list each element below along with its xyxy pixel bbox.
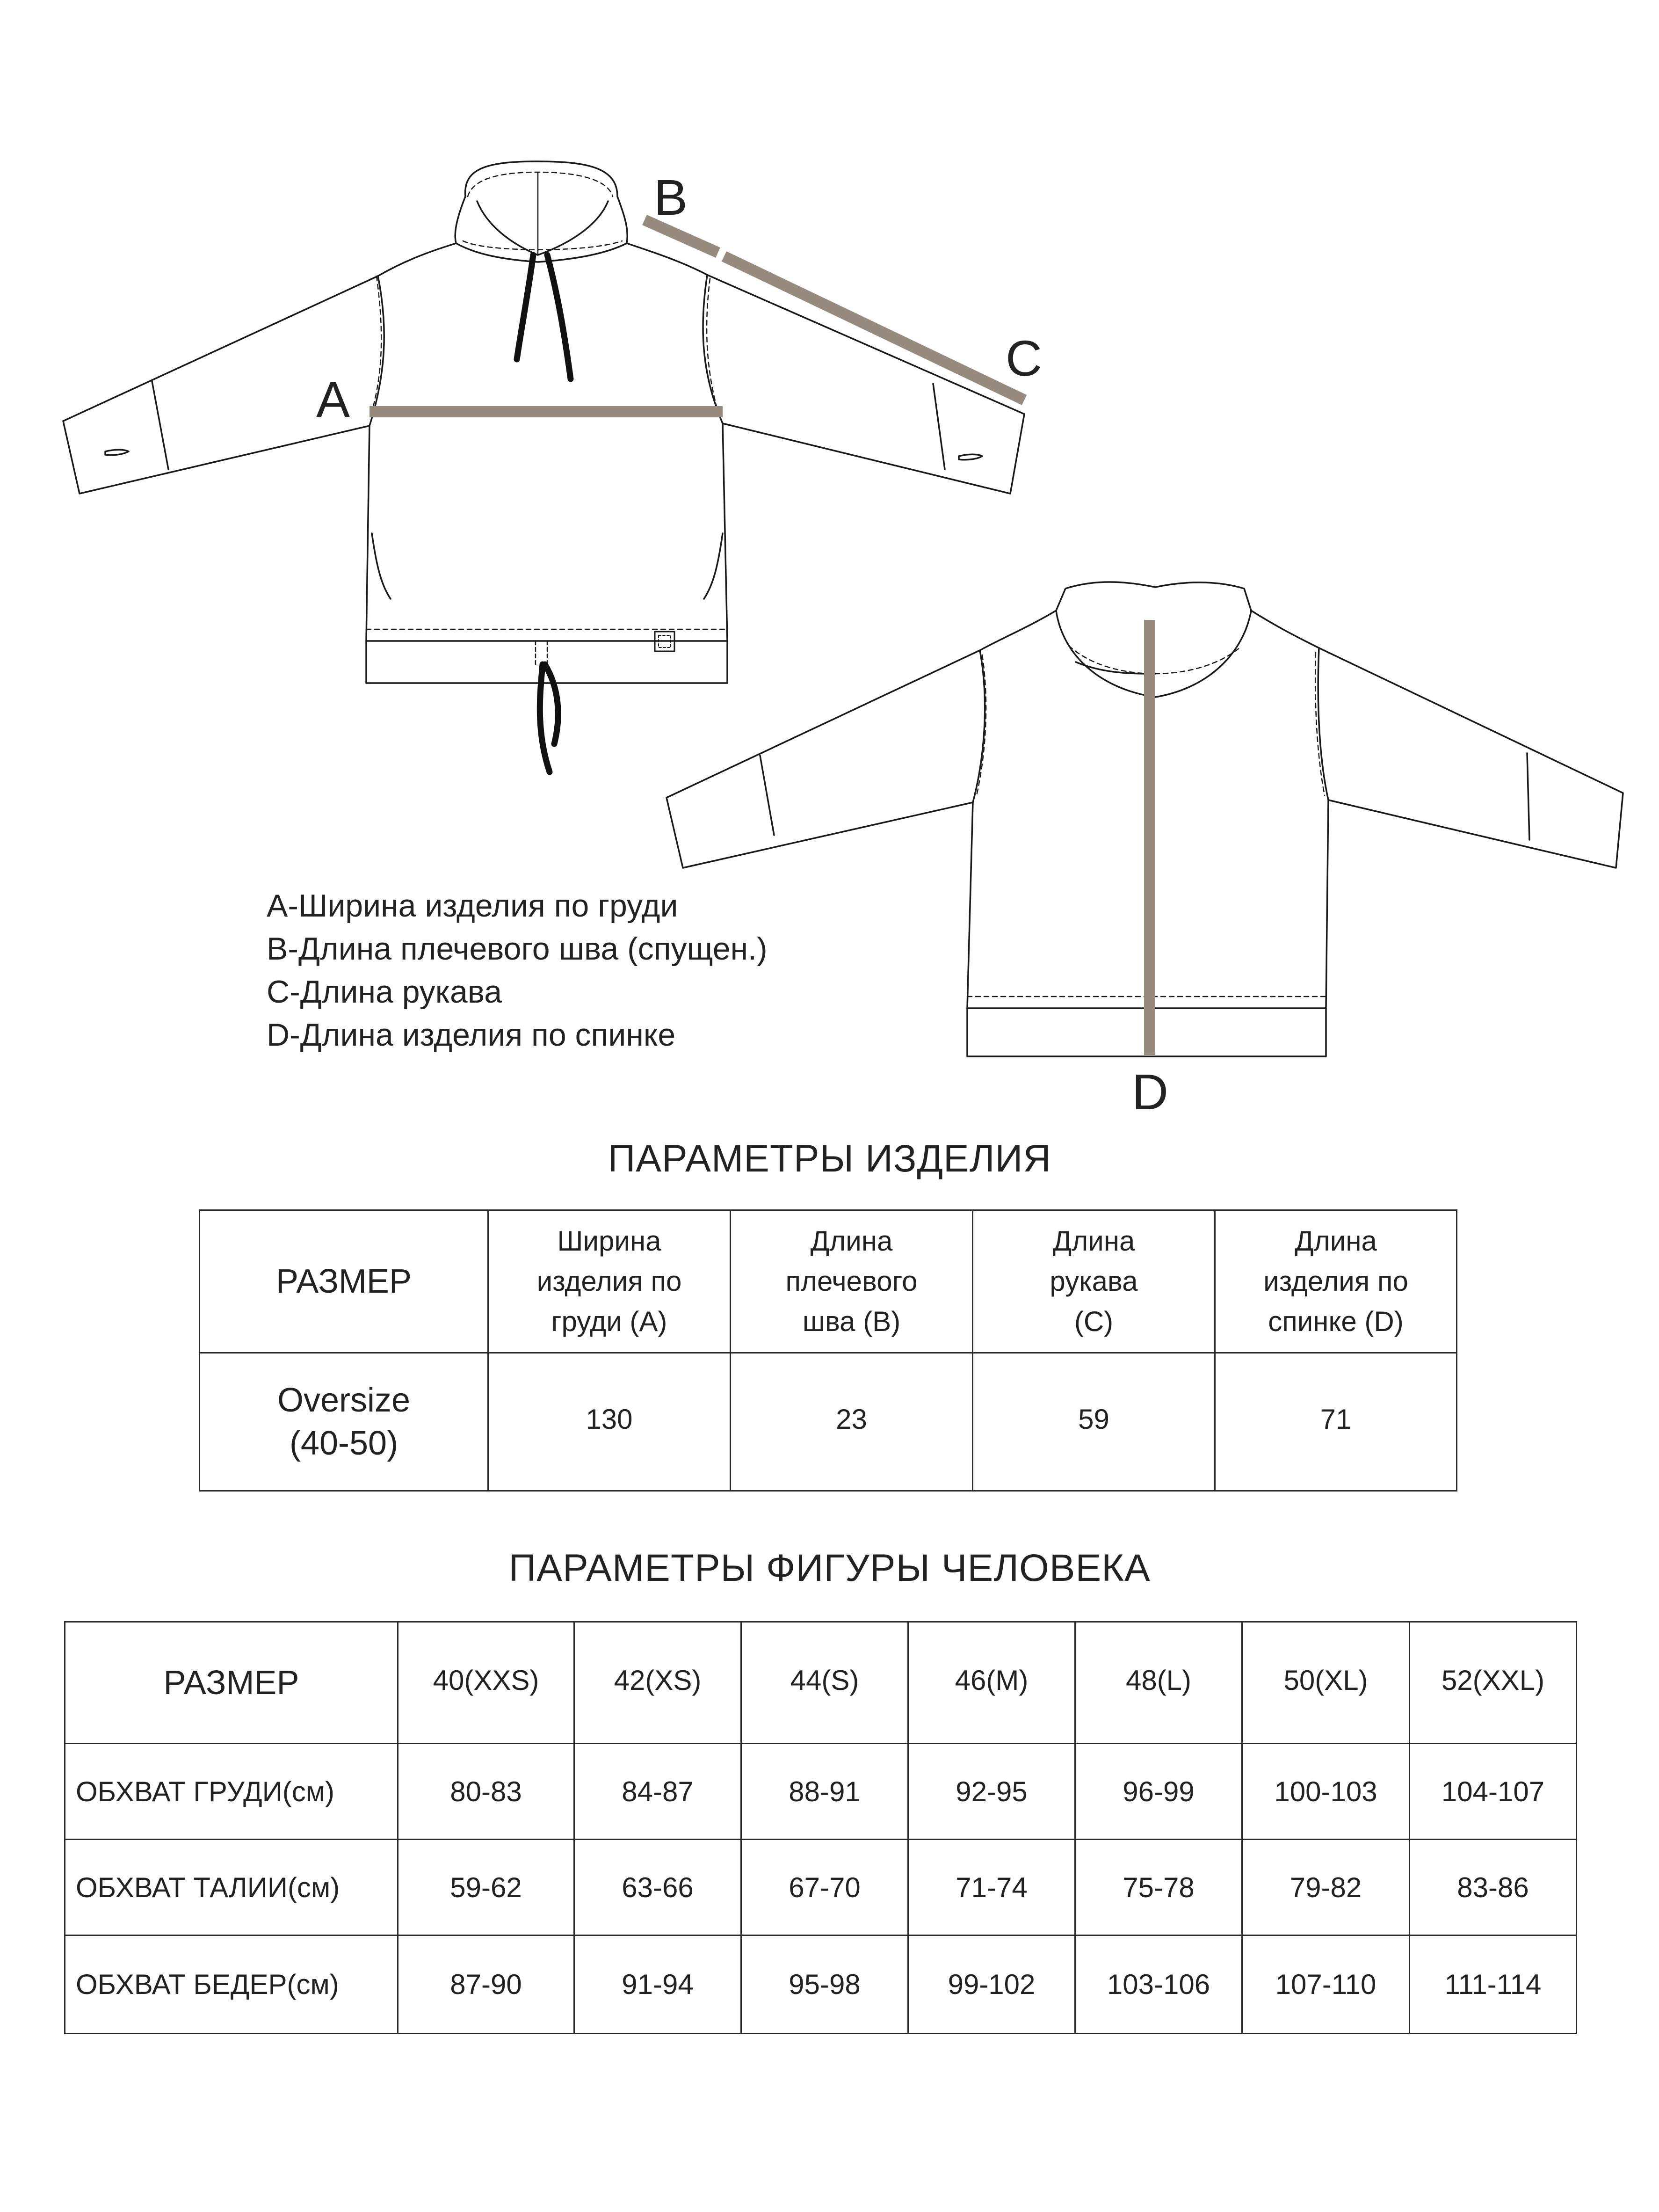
size-header: РАЗМЕР (200, 1210, 488, 1353)
table-row (200, 1210, 1457, 1353)
front-view-sketch (63, 161, 1024, 683)
value-cell: 100-103 (1242, 1744, 1410, 1840)
value-cell: 71-74 (908, 1840, 1075, 1936)
body-params-title: ПАРАМЕТРЫ ФИГУРЫ ЧЕЛОВЕКА (508, 1547, 1151, 1589)
value-cell: 130 (488, 1353, 731, 1491)
value-cell: 63-66 (574, 1840, 741, 1936)
value-cell: 107-110 (1242, 1936, 1410, 2034)
col-header-shoulder-length: Длина плечевого шва (B) (731, 1210, 973, 1353)
table-row (65, 1840, 1577, 1936)
value-cell: 67-70 (741, 1840, 908, 1936)
size-column-header: 44(S) (741, 1622, 908, 1744)
size-column-header: 48(L) (1075, 1622, 1242, 1744)
size-column-header: 46(M) (908, 1622, 1075, 1744)
value-cell: 75-78 (1075, 1840, 1242, 1936)
body-params-table (64, 1621, 1577, 2034)
value-cell: 99-102 (908, 1936, 1075, 2034)
size-header: РАЗМЕР (65, 1622, 398, 1744)
table-row (65, 1622, 1577, 1744)
marker-d: D (1132, 1063, 1168, 1120)
value-cell: 92-95 (908, 1744, 1075, 1840)
legend-item-b: B-Длина плечевого шва (спущен.) (267, 931, 768, 967)
table-row (65, 1744, 1577, 1840)
legend-item-a: A-Ширина изделия по груди (267, 888, 678, 924)
value-cell: 104-107 (1410, 1744, 1577, 1840)
table-row (200, 1353, 1457, 1491)
value-cell: 80-83 (398, 1744, 574, 1840)
value-cell: 103-106 (1075, 1936, 1242, 2034)
product-params-title: ПАРАМЕТРЫ ИЗДЕЛИЯ (608, 1137, 1051, 1180)
size-column-header: 40(XXS) (398, 1622, 574, 1744)
marker-c: C (1006, 330, 1042, 386)
value-cell: 95-98 (741, 1936, 908, 2034)
value-cell: 84-87 (574, 1744, 741, 1840)
value-cell: 23 (731, 1353, 973, 1491)
row-label-chest: ОБХВАТ ГРУДИ(см) (65, 1744, 398, 1840)
drawstrings (517, 255, 571, 772)
value-cell: 87-90 (398, 1936, 574, 2034)
col-header-sleeve-length: Длина рукава (C) (973, 1210, 1215, 1353)
marker-a: A (316, 371, 350, 428)
row-label-hips: ОБХВАТ БЕДЕР(см) (65, 1936, 398, 2034)
size-column-header: 50(XL) (1242, 1622, 1410, 1744)
value-cell: 91-94 (574, 1936, 741, 2034)
value-cell: 96-99 (1075, 1744, 1242, 1840)
value-cell: 71 (1215, 1353, 1457, 1491)
value-cell: 79-82 (1242, 1840, 1410, 1936)
measure-line-c (724, 256, 1024, 400)
product-params-table (199, 1209, 1457, 1492)
col-header-back-length: Длина изделия по спинке (D) (1215, 1210, 1457, 1353)
value-cell: 59-62 (398, 1840, 574, 1936)
marker-b: B (654, 169, 688, 226)
row-label-waist: ОБХВАТ ТАЛИИ(см) (65, 1840, 398, 1936)
size-cell: Oversize (40-50) (200, 1353, 488, 1491)
value-cell: 111-114 (1410, 1936, 1577, 2034)
value-cell: 59 (973, 1353, 1215, 1491)
size-column-header: 52(XXL) (1410, 1622, 1577, 1744)
value-cell: 88-91 (741, 1744, 908, 1840)
col-header-chest-width: Ширина изделия по груди (A) (488, 1210, 731, 1353)
table-row (65, 1936, 1577, 2034)
size-column-header: 42(XS) (574, 1622, 741, 1744)
value-cell: 83-86 (1410, 1840, 1577, 1936)
legend-item-d: D-Длина изделия по спинке (267, 1017, 676, 1053)
measurement-legend (267, 884, 768, 1056)
legend-item-c: C-Длина рукава (267, 974, 502, 1010)
